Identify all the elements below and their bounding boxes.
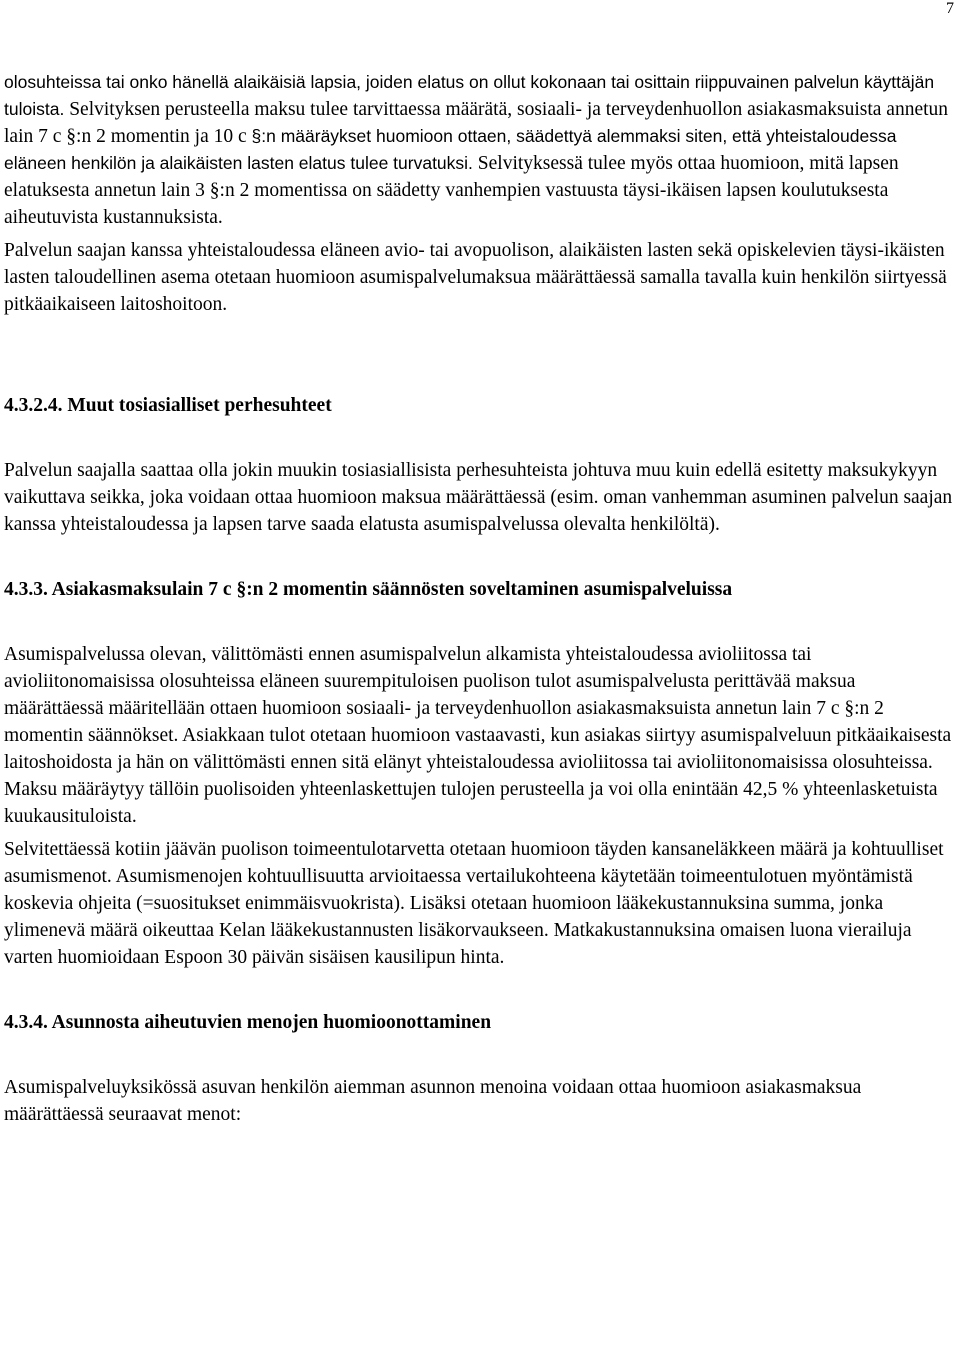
paragraph-elatus-part-d: :n määräykset huomioon ottaen, säädettyä alemmaksi siten, että yhteistaloudessa eläneen henkilön ja alaikäisten lasten elatus tulee turvatuksi. [4,126,897,173]
paragraph-elatus-part-c: :n 2 momentin ja 10 c [76,126,247,147]
paragraph-kotiin-jaava-puoliso: Selvitettäessä kotiin jäävän puolison toimeentulotarvetta otetaan huomioon täyden kansaneläkkeen määrä ja kohtuulliset asumismenot. Asumismenojen kohtuullisuutta arvioitaessa vertailukohteena käytetään toimeentulotuen myöntämistä koskevia ohjeita (=suositukset enimmäisvuokrista). Lisäksi otetaan huomioon lääkekustannuksina summa, jonka ylimenevä määrä oikeuttaa Kelan lääkekustannusten lisäkorvaukseen. Matkakustannuksina omaisen luona vierailuja varten huomioidaan Espoon 30 päivän sisäisen kausilipun hinta. [4,839,944,968]
paragraph-muut-perhesuhteet: Palvelun saajalla saattaa olla jokin muukin tosiasiallisista perhesuhteista johtuva muu kuin edellä esitetty maksukykyyn vaikuttava seikka, joka voidaan ottaa huomioon maksua määrättäessä (esim. oman vanhemman asuminen palvelun saajan kanssa yhteistaloudessa ja lapsen tarve saada elatusta asumispalvelussa olevalta henkilöltä). [4,460,953,535]
heading-asunnon-menot: 4.3.4. Asunnosta aiheutuvien menojen huomioonottaminen [4,1012,492,1033]
paragraph-elatus-part-a: olosuhteissa tai onko hänellä alaikäisiä lapsia, joiden elatus on ollut kokonaan tai osittain riippuvainen palvelun käyttäjän tuloista. [4,72,935,119]
paragraph-elatus [4,69,956,231]
heading-asiakasmaksulaki [4,576,956,603]
document-body [4,69,956,1128]
section-sign-icon: § [251,126,262,146]
paragraph-elatus-part-f: :n 2 momentissa on säädetty vanhempien vastuusta täysi-ikäisen lapsen koulutuksesta aiheutuvista kustannuksista. [4,180,889,228]
heading-asiakasmaksulaki-part-b: :n 2 momentin säännösten soveltaminen asumispalveluissa [246,579,733,600]
heading-asiakasmaksulaki-part-a: 4.3.3. Asiakasmaksulain 7 c [4,579,232,600]
section-sign-icon: § [844,698,855,719]
paragraph-puoliso: Palvelun saajan kanssa yhteistaloudessa eläneen avio- tai avopuolison, alaikäisten lasten sekä opiskelevien täysi-ikäisten lasten taloudellinen asema otetaan huomioon asumispalvelumaksua määrättäessä samalla tavalla kuin henkilön siirtyessä pitkäaikaiseen laitoshoitoon. [4,240,947,315]
paragraph-asumispalvelu [4,641,956,830]
paragraph-asunnon-menot: Asumispalveluyksikössä asuvan henkilön aiemman asunnon menoina voidaan ottaa huomioon asiakasmaksua määrättäessä seuraavat menot: [4,1077,862,1125]
paragraph-elatus-part-b: Selvityksen perusteella maksu tulee tarvittaessa määrätä, sosiaali- ja terveydenhuollon asiakasmaksuista annetun lain 7 c [4,99,949,147]
section-sign-icon: § [209,180,220,201]
paragraph-elatus-part-e: Selvityksessä tulee myös ottaa huomioon, mitä lapsen elatuksesta annetun lain 3 [4,153,899,201]
paragraph-asumispalvelu-part-a: Asumispalvelussa olevan, välittömästi ennen asumispalvelun alkamista yhteistaloudessa avioliitossa tai avioliitonomaisissa olosuhteissa eläneen suurempituloisen puolison tulot asumispalvelusta perittävää maksua määrättäessä määritellään ottaen huomioon sosiaali- ja terveydenhuollon asiakasmaksuista annetun lain 7 c [4,644,856,719]
page-number: 7 [946,0,954,17]
paragraph-asumispalvelu-part-b: :n 2 momentin säännökset. Asiakkaan tulot otetaan huomioon vastaavasti, kun asiakas siirtyy asumispalveluun pitkäaikaisesta laitoshoidosta ja hän on välittömästi ennen sitä elänyt yhteistaloudessa avioliitossa tai avioliitonomaisissa olosuhteissa. Maksu määräytyy tällöin puolisoiden yhteenlaskettujen tulojen perusteella ja voi olla enintään 42,5 % yhteenlasketuista kuukausituloista. [4,698,952,827]
heading-muut-perhesuhteet: 4.3.2.4. Muut tosiasialliset perhesuhteet [4,395,332,416]
section-sign-icon: § [236,579,247,600]
section-sign-icon: § [66,126,77,147]
